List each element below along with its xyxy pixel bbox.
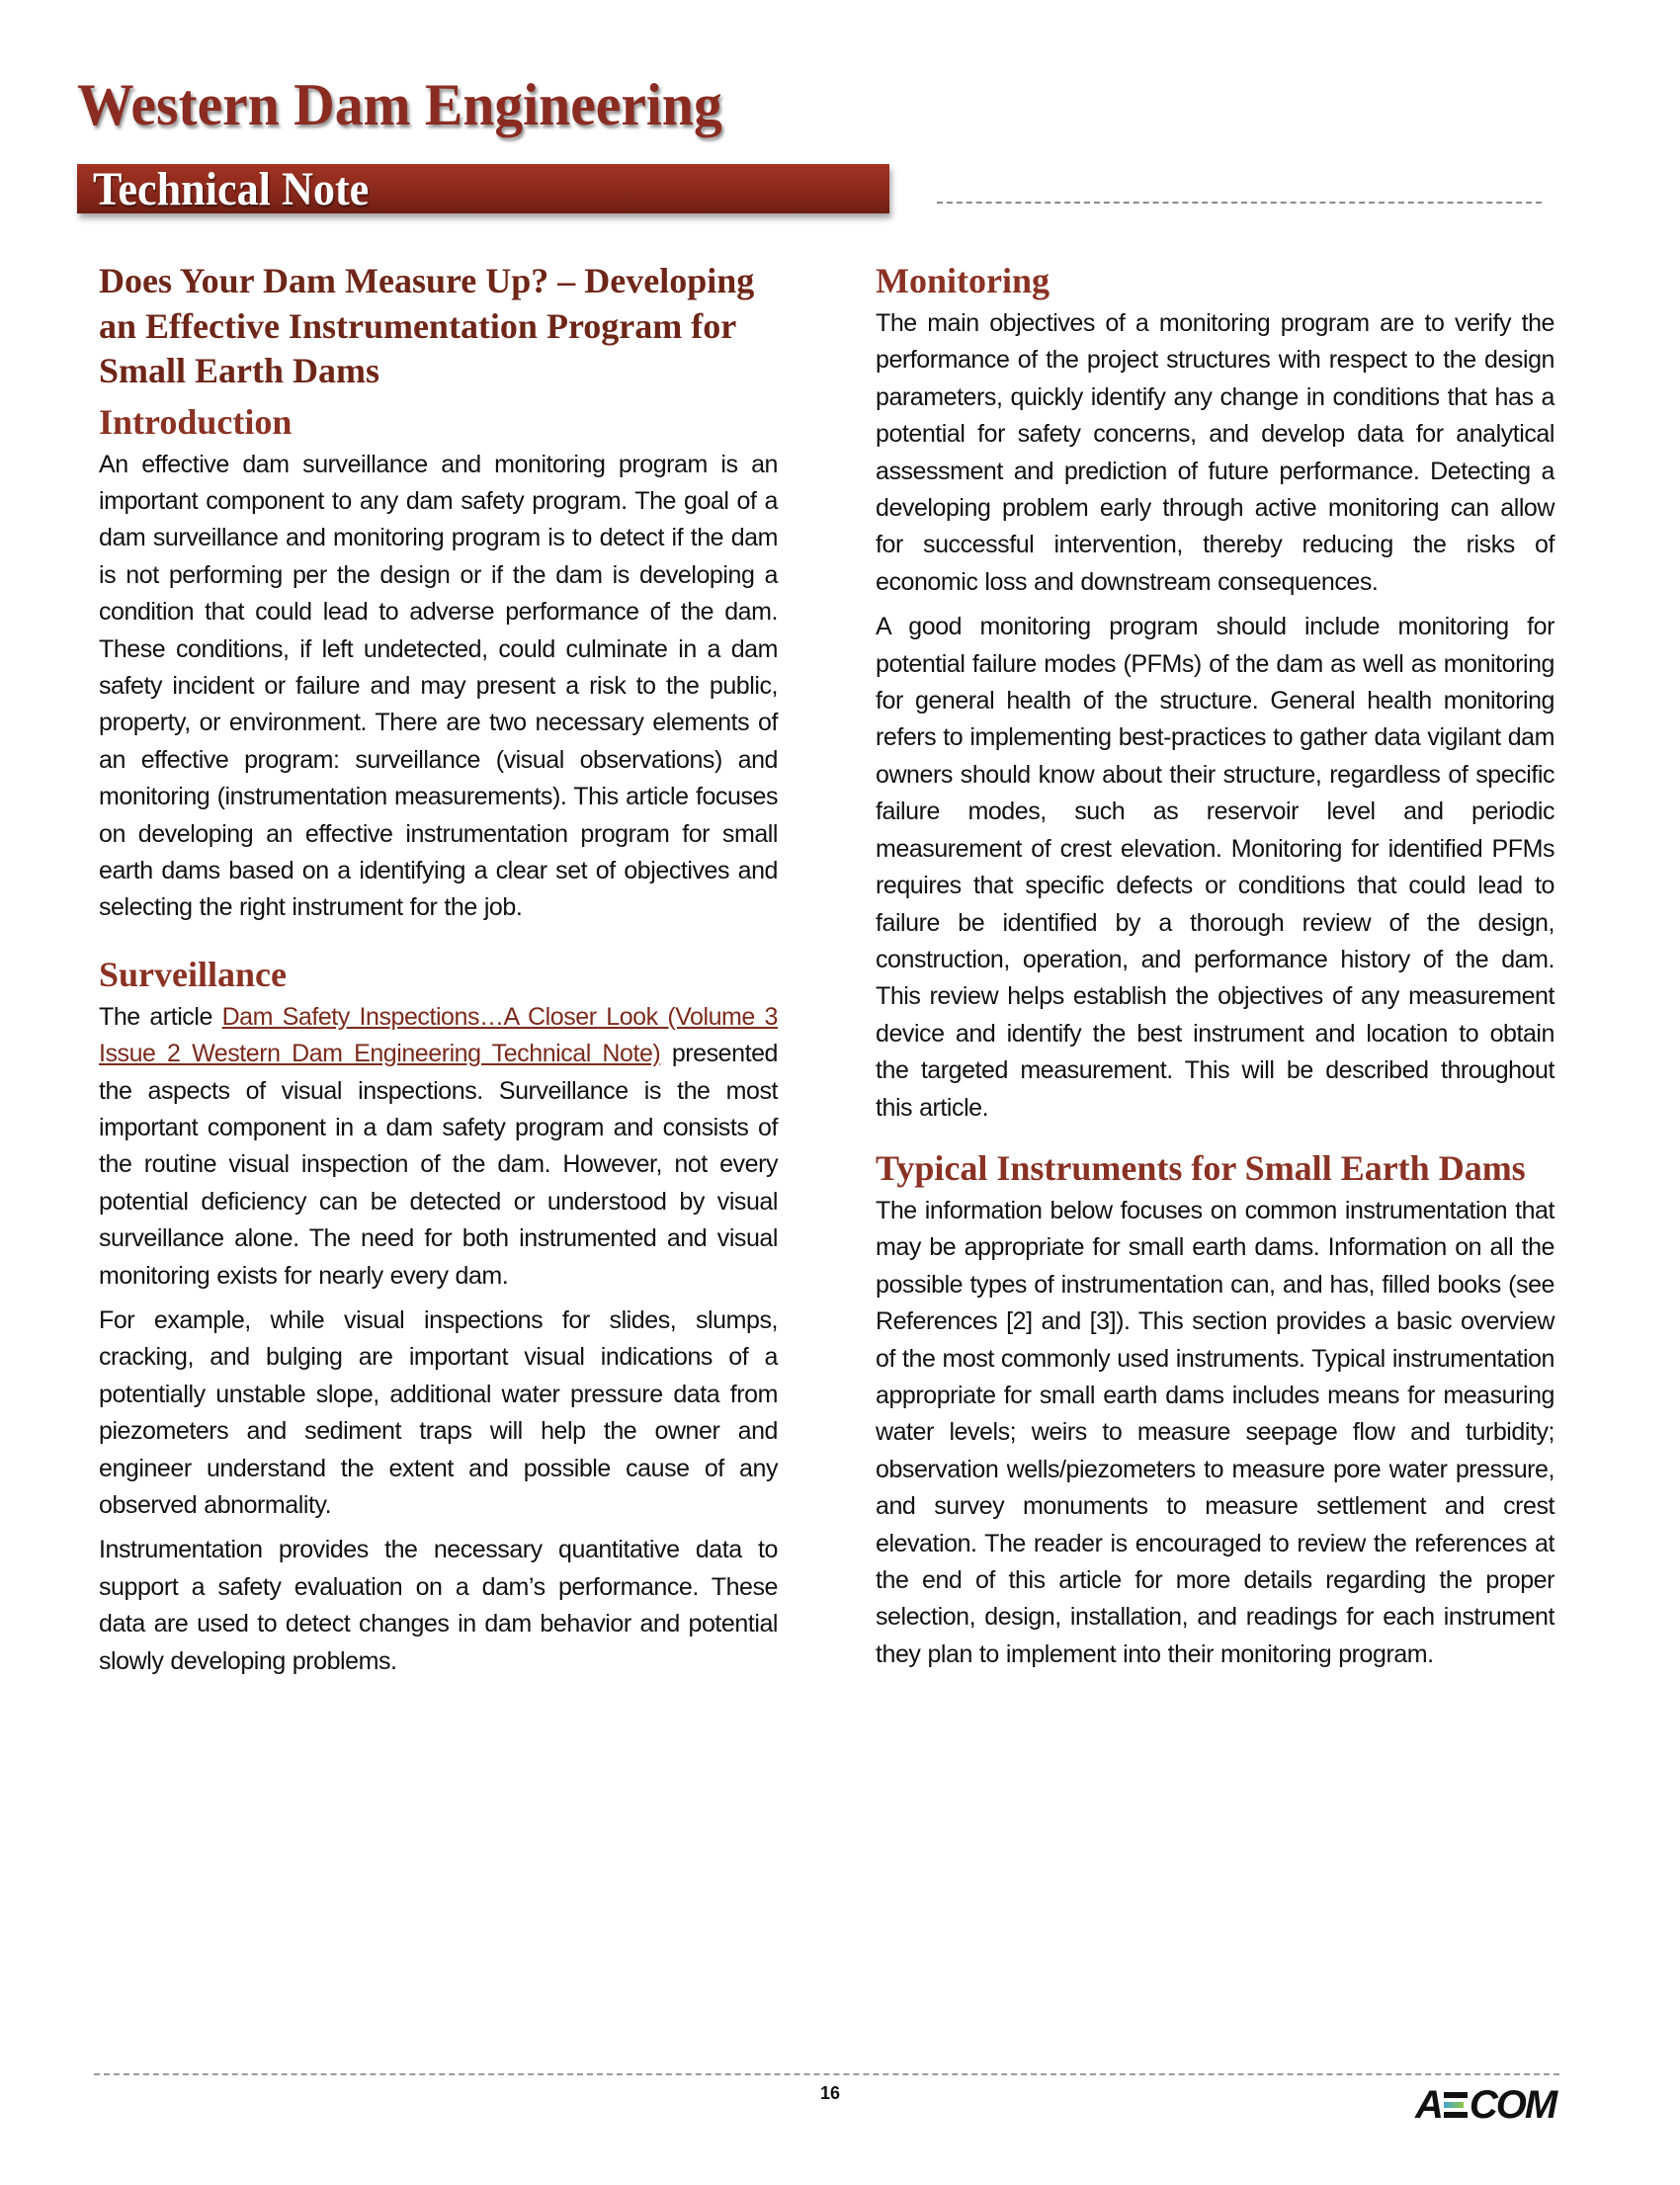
header-divider (937, 202, 1542, 204)
section-heading-surveillance: Surveillance (99, 954, 287, 994)
paragraph: The main objectives of a monitoring program are to verify the performance of the project structures with respect to the design parameters, quickly identify any change in conditions that has a potential for safety concerns, and develop data for analytical assessment and prediction of future performance. Detecting a developing problem early through active monitoring can allow for successful intervention, thereby reducing the risks of economic loss and downstream consequences. (876, 309, 1554, 596)
paragraph: A good monitoring program should include monitoring for potential failure modes (PFMs) of the dam as well as monitoring for general health of the structure. General health monitoring refers to implementing best-practices to gather data vigilant dam owners should know about their structure, regardless of specific failure modes, such as reservoir level and periodic measurement of crest elevation. Monitoring for identified PFMs requires that specific defects or conditions that could lead to failure be identified by a thorough review of the design, construction, operation, and performance history of the dam. This review helps establish the objectives of any measurement device and identify the best instrument and location to obtain the targeted measurement. This will be described throughout this article. (876, 613, 1554, 1122)
paragraph (99, 999, 778, 1295)
paragraph: The information below focuses on common instrumentation that may be appropriate for small earth dams. Information on all the possible types of instrumentation can, and has, filled books (see References [2] and [3]). This section provides a basic overview of the most commonly used instruments. Typical instrumentation appropriate for small earth dams includes means for measuring water levels; weirs to measure seepage flow and turbidity; observation wells/piezometers to measure pore water pressure, and survey monuments to measure settlement and crest elevation. The reader is encouraged to review the references at the end of this article for more details regarding the proper selection, design, installation, and readings for each instrument they plan to implement into their monitoring program. (876, 1196, 1554, 1668)
masthead (77, 69, 749, 140)
left-column (99, 259, 778, 1688)
banner-label: Technical Note (93, 163, 370, 215)
logo-text-left: A (1415, 2082, 1442, 2127)
paragraph-text: The article (99, 1002, 222, 1031)
section-heading-typical-instruments: Typical Instruments for Small Earth Dams (876, 1147, 1526, 1188)
section-heading-introduction: Introduction (99, 401, 293, 442)
article-title: Does Your Dam Measure Up? – Developing an Effective Instrumentation Program for Small Earth Dams (99, 261, 755, 390)
logo-e-mark-icon (1444, 2090, 1468, 2120)
paragraph: For example, while visual inspections for slides, slumps, cracking, and bulging are important visual indications of a potentially unstable slope, additional water pressure data from piezometers and sediment traps will help the owner and engineer understand the extent and possible cause of any observed abnormality. (99, 1306, 778, 1520)
article-link-dam-safety-inspections[interactable]: Dam Safety Inspections…A Closer Look (Volume 3 Issue 2 Western Dam Engineering Technical Note) (99, 1002, 778, 1068)
section-heading-monitoring: Monitoring (876, 261, 1050, 300)
publication-title: Western Dam Engineering (77, 72, 722, 137)
technical-note-banner (77, 164, 889, 213)
right-column (876, 259, 1554, 1681)
aecom-logo (1415, 2082, 1556, 2127)
footer-divider (94, 2073, 1559, 2075)
paragraph: An effective dam surveillance and monitoring program is an important component to any dam safety program. The goal of a dam surveillance and monitoring program is to detect if the dam is not performing per the design or if the dam is developing a condition that could lead to adverse performance of the dam. These conditions, if left undetected, could culminate in a dam safety incident or failure and may present a risk to the public, property, or environment. There are two necessary elements of an effective program: surveillance (visual observations) and monitoring (instrumentation measurements). This article focuses on developing an effective instrumentation program for small earth dams based on a identifying a clear set of objectives and selecting the right instrument for the job. (99, 450, 778, 922)
page-number: 16 (819, 2083, 841, 2103)
paragraph: Instrumentation provides the necessary quantitative data to support a safety evaluation on a dam’s performance. These data are used to detect changes in dam behavior and potential slowly developing problems. (99, 1536, 778, 1675)
logo-text-right: COM (1469, 2082, 1556, 2127)
paragraph-text: presented the aspects of visual inspections. Surveillance is the most important component in a dam safety program and consists of the routine visual inspection of the dam. However, not every potential deficiency can be detected or understood by visual surveillance alone. The need for both instrumented and visual monitoring exists for nearly every dam. (99, 1040, 778, 1290)
